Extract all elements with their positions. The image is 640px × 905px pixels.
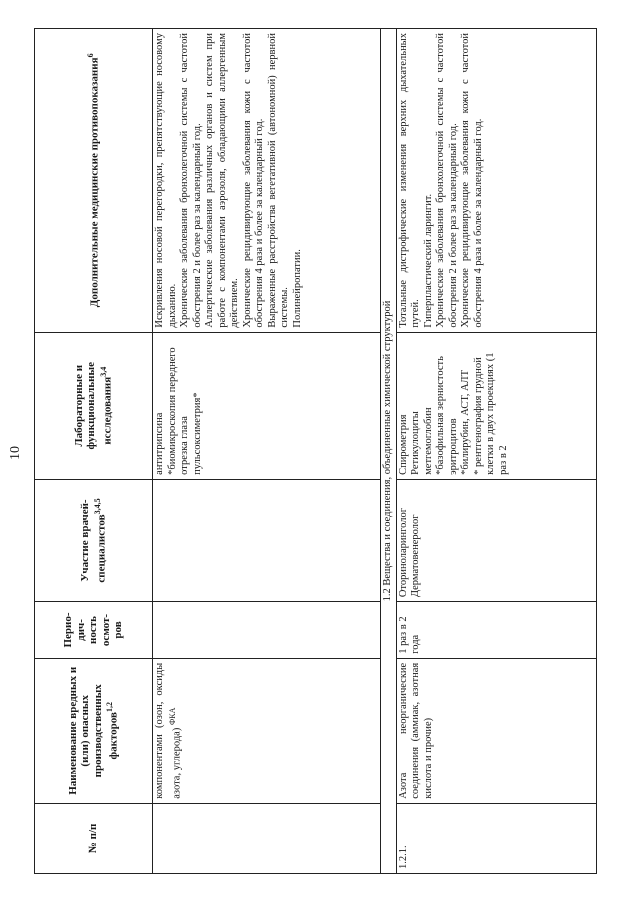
table-row-121 <box>396 29 596 874</box>
section-title: 1.2 Вещества и соединения, объединенные химической структурой <box>381 29 397 874</box>
header-num: № п/п <box>35 803 153 873</box>
rotated-page <box>8 18 608 888</box>
section-row <box>381 29 397 874</box>
cell-num-121: 1.2.1. <box>396 803 596 873</box>
medical-table <box>34 28 597 874</box>
cell-num-prev <box>153 803 381 873</box>
header-row <box>35 29 153 874</box>
cell-factor-121: Азота неорганические соединения (аммиак, азотная кислота и прочие) <box>396 658 596 803</box>
header-contra: Дополнительные медицинские противопоказания$^6$ <box>35 29 153 333</box>
header-doctors: Участие врачей-специалистов$^{3,4,5}$ <box>35 479 153 601</box>
header-factor: Наименование вредных и (или) опасных производственных факторов$^{1,2}$ <box>35 658 153 803</box>
cell-period-prev <box>153 602 381 659</box>
cell-doctors-121: Оториноларинголог Дерматовенеролог <box>396 479 596 601</box>
header-labs: Лабораторные и функциональные исследования$^{3,4}$ <box>35 332 153 479</box>
table-row-prev <box>153 29 381 874</box>
cell-contra-prev: Искривления носовой перегородки, препятствующие носовому дыханию. Хронические заболевания бронхолегочной системы с частотой обострения 2 и более раз за календарный год. Аллергические заболевания различных органов и систем при работе с компонентами аэрозоля, обладающими аллергенным действием. Хронические рецидивирующие заболевания кожи с частотой обострения 4 раза и более за календарный год. Выраженные расстройства вегетативной (автономной) нервной системы. Полинейропатии. <box>153 29 381 333</box>
cell-labs-prev: антитрипсина *биомикроскопия переднего отрезка глаза пульсоксиметрия* <box>153 332 381 479</box>
cell-doctors-prev <box>153 479 381 601</box>
cell-labs-121: Спирометрия Ретикулоциты метгемоглобин *базофильная зернистость эритроцитов *билирубин, АСТ, АЛТ * рентгенография грудной клетки в двух проекциях (1 раз в 2 <box>396 332 596 479</box>
cell-period-121: 1 раз в 2 года <box>396 602 596 659</box>
cell-factor-prev: компонентами (озон, оксиды азота, углерода) $^{ФКА}$ <box>153 658 381 803</box>
header-period: Перио-дич-ность осмот-ров <box>35 602 153 659</box>
cell-contra-121: Тотальные дистрофические изменения верхних дыхательных путей. Гиперпластический ларингит. Хронические заболевания бронхолегочной системы с частотой обострения 2 и более раз за календарный год. Хронические рецидивирующие заболевания кожи с частотой обострения 4 раза и более за календарный год. <box>396 29 596 333</box>
page-number: 10 <box>8 446 23 460</box>
